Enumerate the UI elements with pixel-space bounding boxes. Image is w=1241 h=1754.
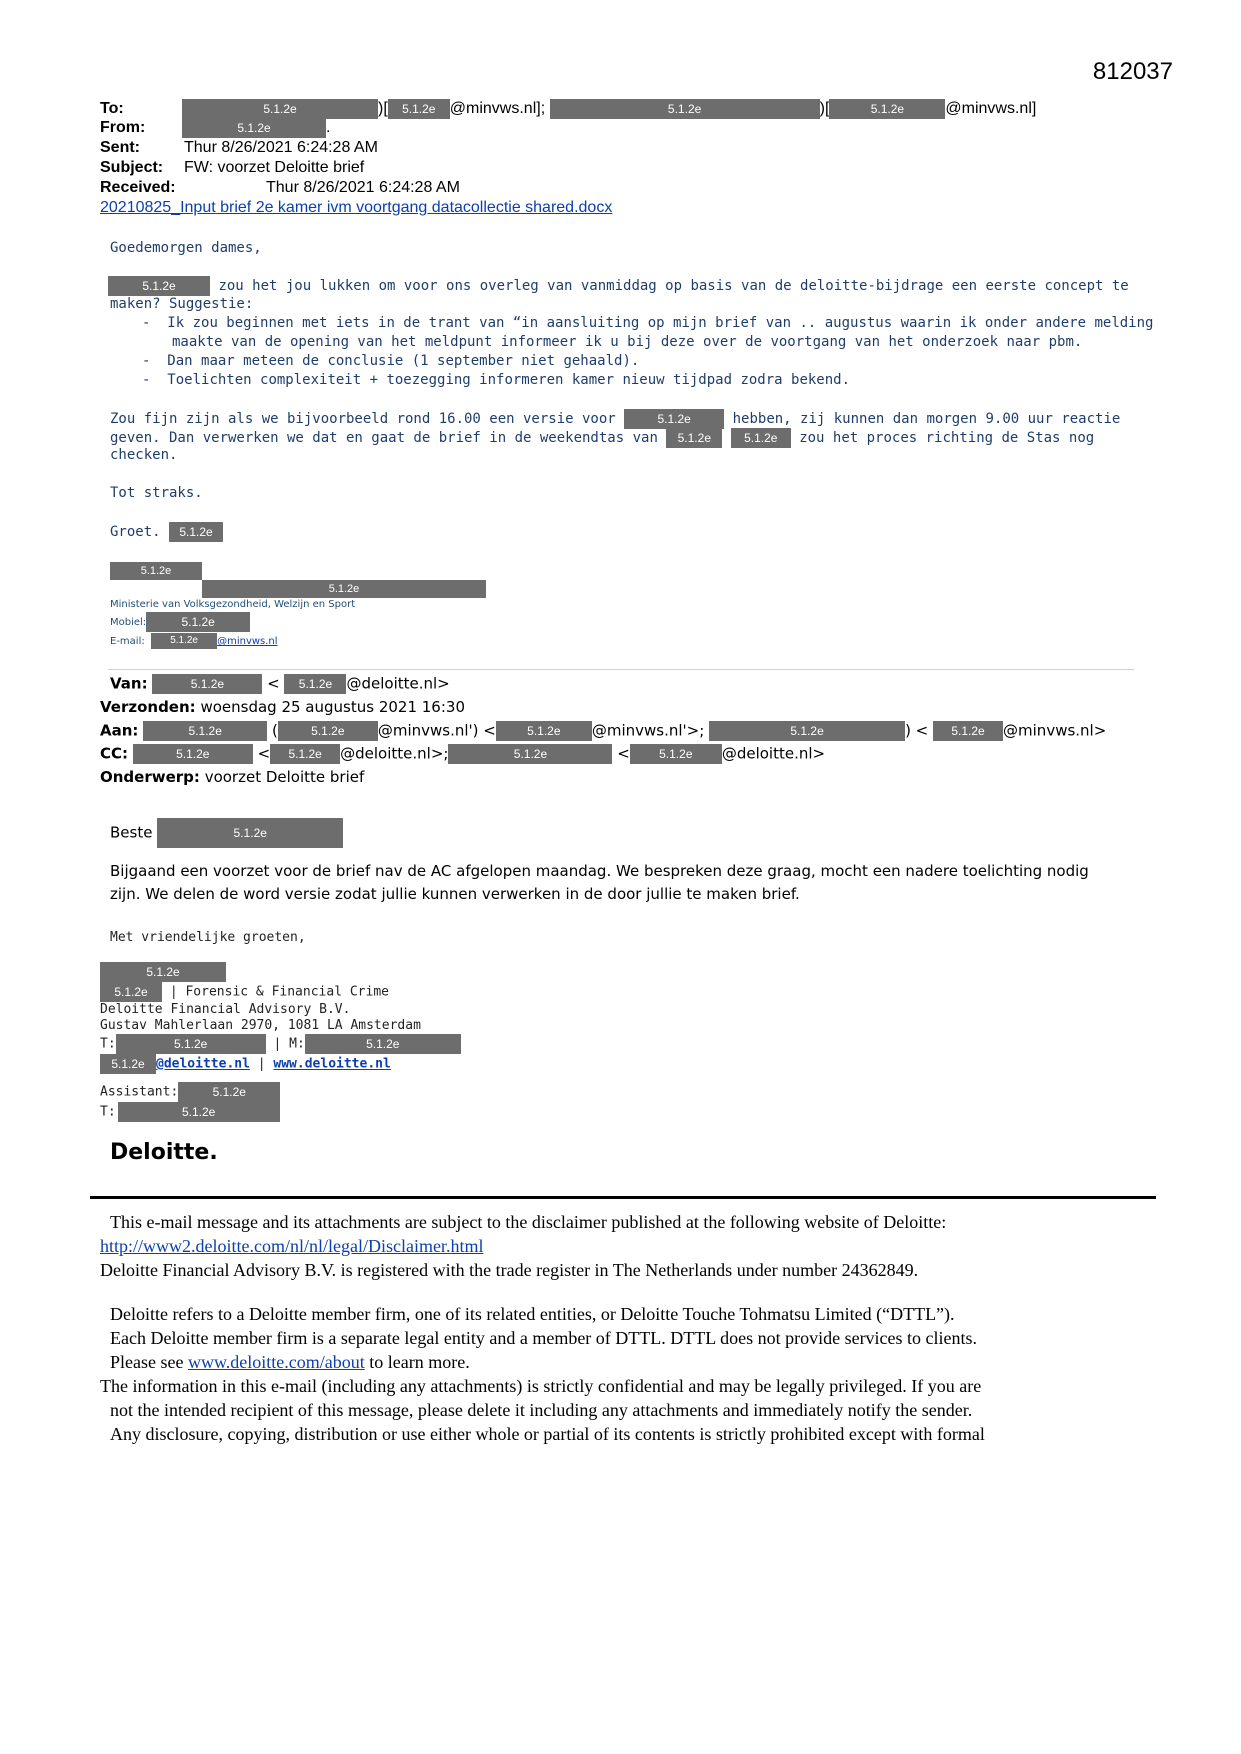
greeting: Goedemorgen dames,: [110, 240, 262, 256]
redaction: 5.1.2e: [152, 674, 262, 694]
paragraph-text: zou het jou lukken om voor ons overleg van vanmiddag op basis van de deloitte-bijdrage een eerste concept te: [218, 278, 1129, 294]
assistant-line: [100, 1082, 461, 1102]
redaction: 5.1.2e: [182, 99, 378, 119]
disclaimer-line: not the intended recipient of this message, please delete it including any attachments and immediately notify the sender.: [110, 1400, 973, 1420]
aan-domain: @minvws.nl') <: [377, 721, 496, 740]
salutation: [110, 818, 343, 848]
cc-domain: @deloitte.nl>: [721, 744, 826, 763]
received-label: Received:: [100, 179, 176, 196]
van-domain: @deloitte.nl>: [346, 674, 450, 693]
redaction: 5.1.2e: [388, 99, 450, 119]
redaction: 5.1.2e: [709, 721, 905, 741]
onderwerp-row: [100, 768, 364, 786]
verzonden-value: woensdag 25 augustus 2021 16:30: [200, 698, 465, 716]
redaction: 5.1.2e: [278, 721, 378, 741]
redaction: 5.1.2e: [933, 721, 1003, 741]
company-address: Gustav Mahlerlaan 2970, 1081 LA Amsterdam: [100, 1018, 421, 1033]
received-row: [100, 178, 460, 198]
subject-value: FW: voorzet Deloitte brief: [184, 159, 365, 176]
redaction: 5.1.2e: [550, 99, 820, 119]
van-row: Van: 5.1.2e < 5.1.2e @deloitte.nl>: [110, 674, 450, 693]
paragraph: [108, 276, 1129, 296]
attachment-link[interactable]: 20210825_Input brief 2e kamer ivm voortgang datacollectie shared.docx: [100, 199, 613, 216]
received-value: Thur 8/26/2021 6:24:28 AM: [266, 179, 460, 196]
paragraph: zijn. We delen de word versie zodat jullie kunnen verwerken in de door jullie te maken brief.: [110, 885, 800, 903]
redaction: 5.1.2e: [116, 1034, 266, 1054]
redaction: 5.1.2e: [146, 612, 250, 632]
redaction: 5.1.2e: [178, 1082, 280, 1102]
redaction: 5.1.2e: [157, 818, 343, 848]
redaction: 5.1.2e: [731, 428, 791, 448]
to-row: To: 5.1.2e )[ 5.1.2e @minvws.nl]; 5.1.2e )[ 5.1.2e @minvws.nl]: [100, 100, 1037, 118]
from-label: From:: [100, 119, 146, 137]
to-domain: @minvws.nl];: [449, 100, 546, 118]
redaction: 5.1.2e: [829, 99, 945, 119]
assistant-label: Assistant:: [100, 1084, 179, 1100]
verzonden-row: [100, 698, 465, 716]
assistant-phone: [100, 1102, 461, 1122]
disclaimer-line: This e-mail message and its attachments are subject to the disclaimer published at the following website of Deloitte:: [110, 1212, 947, 1232]
to-label: To:: [100, 100, 124, 118]
paragraph-text: geven. Dan verwerken we dat en gaat de brief in de weekendtas van: [110, 430, 658, 446]
verzonden-label: Verzonden:: [100, 698, 196, 716]
paragraph-text: zou het proces richting de Stas nog: [799, 430, 1095, 446]
mobile-label: | M:: [273, 1036, 305, 1052]
email-link[interactable]: @minvws.nl: [217, 636, 278, 648]
closing: Tot straks.: [110, 485, 203, 501]
subject-row: [100, 158, 364, 178]
cc-domain: @deloitte.nl>;: [340, 744, 449, 763]
deloitte-logo: [110, 1140, 218, 1165]
van-label: Van:: [110, 674, 148, 693]
disclaimer-line: Any disclosure, copying, distribution or use either whole or partial of its contents is strictly prohibited except with formal: [110, 1424, 985, 1444]
redaction: 5.1.2e: [100, 982, 162, 1002]
paragraph: checken.: [110, 447, 178, 463]
redaction: 5.1.2e: [496, 721, 592, 741]
bullet-text: Ik zou beginnen met iets in de trant van “in aansluiting op mijn brief van .. augustus waarin ik onder andere melding: [167, 315, 1154, 331]
redaction: 5.1.2e: [202, 580, 486, 598]
email-line: [110, 633, 486, 651]
redaction: 5.1.2e: [151, 633, 217, 649]
email-line: [100, 1054, 461, 1074]
redaction: 5.1.2e: [110, 562, 202, 580]
closing: Met vriendelijke groeten,: [110, 930, 306, 945]
logo-text: Deloitte.: [110, 1140, 218, 1165]
phone-line: [100, 1034, 461, 1054]
redaction: 5.1.2e: [169, 522, 223, 542]
redaction: 5.1.2e: [100, 1054, 156, 1074]
disclaimer-text: to learn more.: [369, 1352, 470, 1372]
redaction: 5.1.2e: [270, 744, 340, 764]
redaction: 5.1.2e: [143, 721, 267, 741]
signoff-text: Groet.: [110, 524, 161, 540]
bullet-text: Toelichten complexiteit + toezegging informeren kamer nieuw tijdpad zodra bekend.: [167, 372, 851, 388]
aan-row: Aan: 5.1.2e ( 5.1.2e @minvws.nl') < 5.1.2e @minvws.nl'>; 5.1.2e ) < 5.1.2e @minvws.nl>: [100, 721, 1107, 740]
aan-domain: @minvws.nl>: [1003, 721, 1107, 740]
onderwerp-label: Onderwerp:: [100, 768, 200, 786]
separator: |: [257, 1056, 266, 1072]
disclaimer-link[interactable]: http://www2.deloitte.com/nl/nl/legal/Disclaimer.html: [100, 1236, 484, 1256]
paragraph-text: hebben, zij kunnen dan morgen 9.00 uur reactie: [732, 411, 1121, 427]
bullet-item: - Ik zou beginnen met iets in de trant van “in aansluiting op mijn brief van .. augustus waarin ik onder andere melding: [142, 315, 1154, 331]
paragraph: maken? Suggestie:: [110, 296, 254, 312]
about-link[interactable]: www.deloitte.com/about: [187, 1352, 365, 1372]
mobile-line: [110, 612, 486, 633]
sent-value: Thur 8/26/2021 6:24:28 AM: [184, 139, 378, 156]
aan-domain: @minvws.nl'>;: [591, 721, 705, 740]
to-domain: @minvws.nl]: [945, 100, 1037, 118]
signature-deloitte: [100, 962, 461, 1122]
redaction: 5.1.2e: [624, 409, 724, 429]
disclaimer-line: [110, 1352, 470, 1373]
redaction: 5.1.2e: [666, 428, 722, 448]
redaction: 5.1.2e: [305, 1034, 461, 1054]
website-link[interactable]: www.deloitte.nl: [273, 1056, 391, 1072]
redaction: 5.1.2e: [100, 962, 226, 982]
paragraph: Bijgaand een voorzet voor de brief nav de AC afgelopen maandag. We bespreken deze graag, mocht een nadere toelichting nodig: [110, 862, 1089, 880]
bullet-item-cont: maakte van de opening van het meldpunt informeer ik u bij deze over de voortgang van het onderzoek naar pbm.: [172, 334, 1083, 350]
email-label: E-mail:: [110, 636, 145, 648]
department: | Forensic & Financial Crime: [169, 984, 389, 1000]
subject-label: Subject:: [100, 159, 164, 176]
phone-label: T:: [100, 1104, 116, 1120]
cc-label: CC:: [100, 744, 129, 763]
disclaimer-text: Please see: [110, 1352, 184, 1372]
signoff: [110, 522, 223, 542]
company-name: Deloitte Financial Advisory B.V.: [100, 1002, 351, 1017]
disclaimer-line: The information in this e-mail (including any attachments) is strictly confidential and may be legally privileged. If you are: [100, 1376, 982, 1396]
redaction: 5.1.2e: [182, 118, 326, 138]
phone-label: T:: [100, 1036, 116, 1052]
redaction: 5.1.2e: [284, 674, 346, 694]
email-link[interactable]: @deloitte.nl: [156, 1056, 250, 1072]
disclaimer-line: Each Deloitte member firm is a separate legal entity and a member of DTTL. DTTL does not provide services to clients.: [110, 1328, 978, 1348]
divider-rule: [90, 1196, 1156, 1199]
paragraph: [110, 409, 1120, 429]
aan-label: Aan:: [100, 721, 139, 740]
redaction: 5.1.2e: [108, 276, 210, 296]
separator-line: [108, 669, 1134, 670]
bullet-text: Dan maar meteen de conclusie (1 september niet gehaald).: [167, 353, 640, 369]
salutation-text: Beste: [110, 823, 153, 842]
redaction: 5.1.2e: [630, 744, 722, 764]
signature-ministry: [110, 562, 486, 651]
cc-row: CC: 5.1.2e < 5.1.2e @deloitte.nl>; 5.1.2e < 5.1.2e @deloitte.nl>: [100, 744, 826, 763]
bullet-item: - Toelichten complexiteit + toezegging informeren kamer nieuw tijdpad zodra bekend.: [142, 372, 851, 388]
mobile-label: Mobiel:: [110, 617, 147, 629]
sent-row: [100, 138, 378, 158]
bullet-item: - Dan maar meteen de conclusie (1 september niet gehaald).: [142, 353, 640, 369]
disclaimer-line: Deloitte Financial Advisory B.V. is registered with the trade register in The Netherlands under number 24362849.: [100, 1260, 919, 1280]
document-id: 812037: [1092, 58, 1173, 85]
redaction: 5.1.2e: [118, 1102, 280, 1122]
paragraph-text: Zou fijn zijn als we bijvoorbeeld rond 16.00 een versie voor: [110, 411, 616, 427]
onderwerp-value: voorzet Deloitte brief: [204, 768, 365, 786]
ministry-name: Ministerie van Volksgezondheid, Welzijn en Sport: [110, 599, 356, 611]
from-row: From: 5.1.2e .: [100, 119, 331, 137]
redaction: 5.1.2e: [133, 744, 253, 764]
sent-label: Sent:: [100, 139, 140, 156]
paragraph: [110, 428, 1094, 448]
disclaimer-line: Deloitte refers to a Deloitte member firm, one of its related entities, or Deloitte Touche Tohmatsu Limited (“DTTL”).: [110, 1304, 955, 1324]
redaction: 5.1.2e: [448, 744, 612, 764]
